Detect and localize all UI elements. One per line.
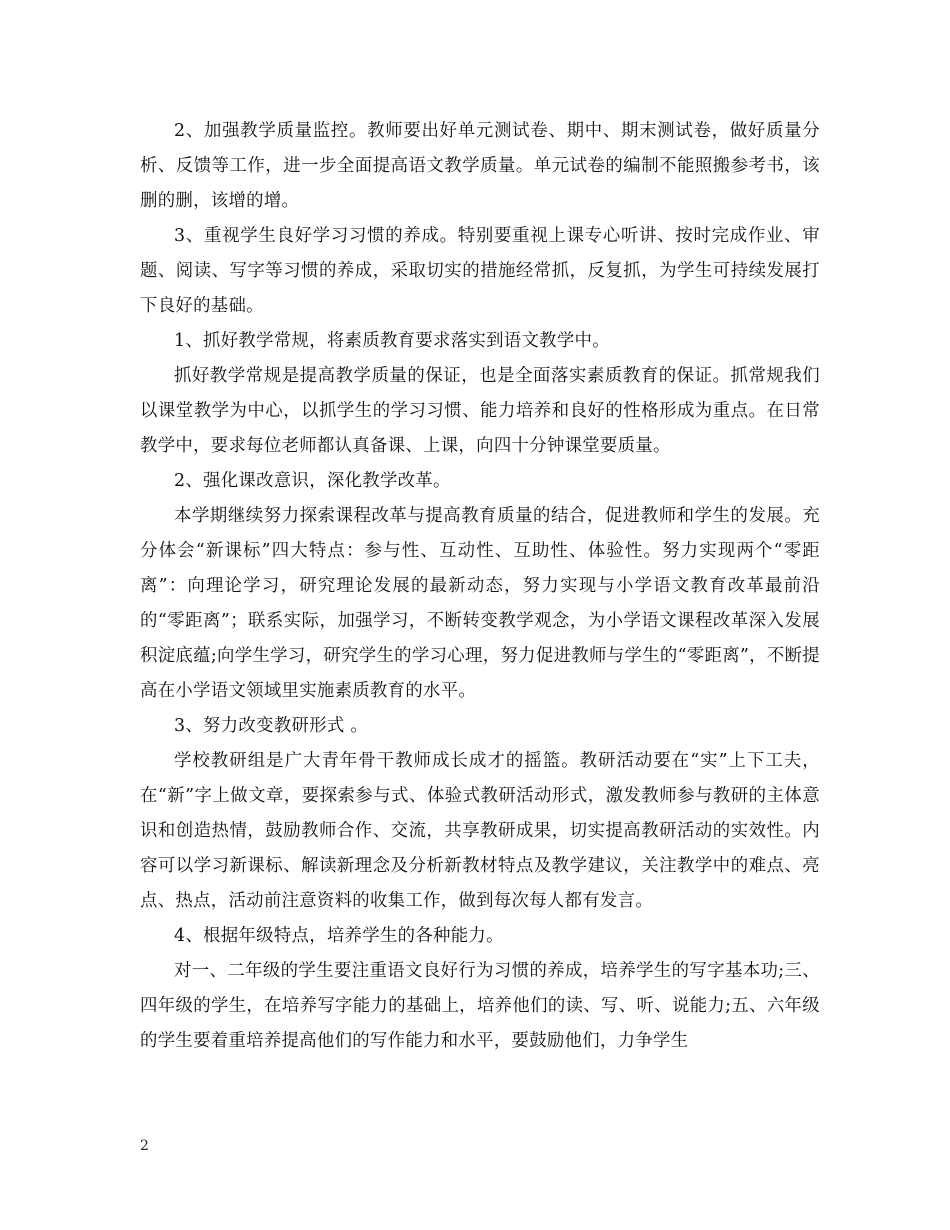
paragraph-teaching-routine-heading: 1、抓好教学常规，将素质教育要求落实到语文教学中。 bbox=[174, 331, 610, 351]
paragraph-grade-abilities-body: 对一、二年级的学生要注重语文良好行为习惯的养成，培养学生的写字基本功;三、四年级的学生，在培养写字能力的基础上，培养他们的读、写、听、说能力;五、六年级的学生要着重培养提高他们的写作能力和水平，要鼓励他们，力争学生 bbox=[140, 961, 820, 1051]
paragraph-study-habits: 3、重视学生良好学习习惯的养成。特别要重视上课专心听讲、按时完成作业、审题、阅读、写字等习惯的养成，采取切实的措施经常抓，反复抓，为学生可持续发展打下良好的基础。 bbox=[140, 226, 820, 316]
paragraph-teaching-routine-body: 抓好教学常规是提高教学质量的保证，也是全面落实素质教育的保证。抓常规我们以课堂教学为中心，以抓学生的学习习惯、能力培养和良好的性格形成为重点。在日常教学中，要求每位老师都认真备课、上课，向四十分钟课堂要质量。 bbox=[140, 366, 820, 456]
paragraph-research-form-heading: 3、努力改变教研形式 。 bbox=[174, 716, 369, 736]
paragraph-curriculum-reform-body: 本学期继续努力探索课程改革与提高教育质量的结合，促进教师和学生的发展。充分体会“新课标”四大特点：参与性、互动性、互助性、体验性。努力实现两个“零距离”：向理论学习，研究理论发展的最新动态，努力实现与小学语文教育改革最前沿的“零距离”；联系实际，加强学习，不断转变教学观念，为小学语文课程改革深入发展积淀底蕴;向学生学习，研究学生的学习心理，努力促进教师与学生的“零距离”，不断提高在小学语文领域里实施素质教育的水平。 bbox=[140, 506, 820, 701]
paragraph-research-form-body: 学校教研组是广大青年骨干教师成长成才的摇篮。教研活动要在“实”上下工夫，在“新”字上做文章，要探索参与式、体验式教研活动形式，激发教师参与教研的主体意识和创造热情，鼓励教师合作、交流，共享教研成果，切实提高教研活动的实效性。内容可以学习新课标、解读新理念及分析新教材特点及教学建议，关注教学中的难点、亮点、热点，活动前注意资料的收集工作，做到每次每人都有发言。 bbox=[140, 751, 820, 911]
page-number: 2 bbox=[140, 1138, 149, 1154]
paragraph-quality-monitoring: 2、加强教学质量监控。教师要出好单元测试卷、期中、期末测试卷，做好质量分析、反馈等工作，进一步全面提高语文教学质量。单元试卷的编制不能照搬参考书，该删的删，该增的增。 bbox=[140, 121, 820, 211]
document-body bbox=[140, 114, 820, 1059]
paragraph-grade-abilities-heading: 4、根据年级特点，培养学生的各种能力。 bbox=[174, 926, 504, 946]
paragraph-curriculum-reform-heading: 2、强化课改意识，深化教学改革。 bbox=[174, 471, 451, 491]
